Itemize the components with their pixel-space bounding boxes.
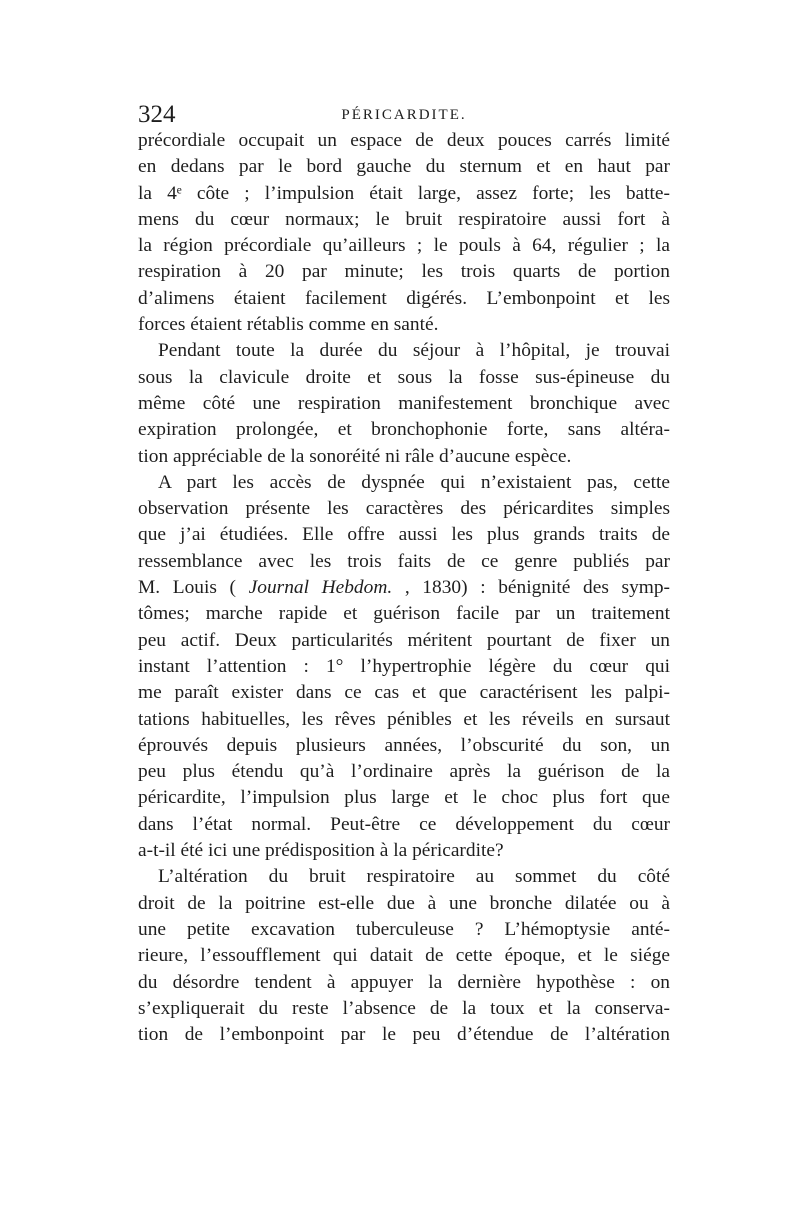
text-line: droit de la poitrine est-elle due à une bronche dilatée ou à xyxy=(138,892,670,914)
text-line: tations habituelles, les rêves pénibles et les réveils en sursaut xyxy=(138,708,670,730)
text-line: éprouvés depuis plusieurs années, l’obscurité du son, un xyxy=(138,734,670,756)
body-text xyxy=(138,128,670,1048)
paragraph-start-line: A part les accès de dyspnée qui n’existaient pas, cette xyxy=(158,471,670,493)
citation-prefix: M. Louis ( xyxy=(138,577,249,599)
text-line: observation présente les caractères des péricardites simples xyxy=(138,498,670,520)
text-line: peu actif. Deux particularités méritent pourtant de fixer un xyxy=(138,629,670,651)
text-line: même côté une respiration manifestement bronchique avec xyxy=(138,392,670,414)
text-line: instant l’attention : 1° l’hypertrophie légère du cœur qui xyxy=(138,655,670,677)
text-line: d’alimens étaient facilement digérés. L’embonpoint et les xyxy=(138,287,670,309)
paragraph-start-line: Pendant toute la durée du séjour à l’hôpital, je trouvai xyxy=(158,340,670,362)
text-line: mens du cœur normaux; le bruit respiratoire aussi fort à xyxy=(138,208,670,230)
text-line-citation xyxy=(138,575,670,601)
text-line: s’expliquerait du reste l’absence de la toux et la conserva- xyxy=(138,997,670,1019)
text-line: dans l’état normal. Peut-être ce développement du cœur xyxy=(138,813,670,835)
text-line: la 4ᵉ côte ; l’impulsion était large, assez forte; les batte- xyxy=(138,182,670,204)
text-line: tômes; marche rapide et guérison facile par un traitement xyxy=(138,603,670,625)
paragraph-end-line: forces étaient rétablis comme en santé. xyxy=(138,314,439,336)
page-number: 324 xyxy=(138,101,176,128)
text-line: la région précordiale qu’ailleurs ; le pouls à 64, régulier ; la xyxy=(138,235,670,257)
text-line: sous la clavicule droite et sous la fosse sus-épineuse du xyxy=(138,366,670,388)
journal-title: Journal Hebdom. xyxy=(248,577,393,599)
text-line: précordiale occupait un espace de deux pouces carrés limité xyxy=(138,130,670,151)
text-line: respiration à 20 par minute; les trois quarts de portion xyxy=(138,261,670,283)
text-line: ressemblance avec les trois faits de ce genre publiés par xyxy=(138,550,670,572)
page-header xyxy=(138,100,670,130)
text-line: en dedans par le bord gauche du sternum et en haut par xyxy=(138,156,670,178)
running-head: PÉRICARDITE. xyxy=(341,107,467,123)
text-line: tion de l’embonpoint par le peu d’étendue de l’altération xyxy=(138,1024,670,1046)
citation-suffix: , 1830) : bénignité des symp- xyxy=(392,577,670,599)
text-line: du désordre tendent à appuyer la dernière hypothèse : on xyxy=(138,971,670,993)
text-line: péricardite, l’impulsion plus large et le choc plus fort que xyxy=(138,787,670,809)
text-line: rieure, l’essoufflement qui datait de cette époque, et le siége xyxy=(138,945,670,967)
text-line: me paraît exister dans ce cas et que caractérisent les palpi- xyxy=(138,682,670,704)
text-line: une petite excavation tuberculeuse ? L’hémoptysie anté- xyxy=(138,918,670,940)
text-line: que j’ai étudiées. Elle offre aussi les plus grands traits de xyxy=(138,524,670,546)
paragraph-end-line: a-t-il été ici une prédisposition à la péricardite? xyxy=(138,840,504,862)
paragraph-end-line: tion appréciable de la sonoréité ni râle d’aucune espèce. xyxy=(138,445,572,467)
paragraph-start-line: L’altération du bruit respiratoire au sommet du côté xyxy=(158,866,670,888)
text-line: expiration prolongée, et bronchophonie forte, sans altéra- xyxy=(138,419,670,441)
text-line: peu plus étendu qu’à l’ordinaire après la guérison de la xyxy=(138,761,670,783)
